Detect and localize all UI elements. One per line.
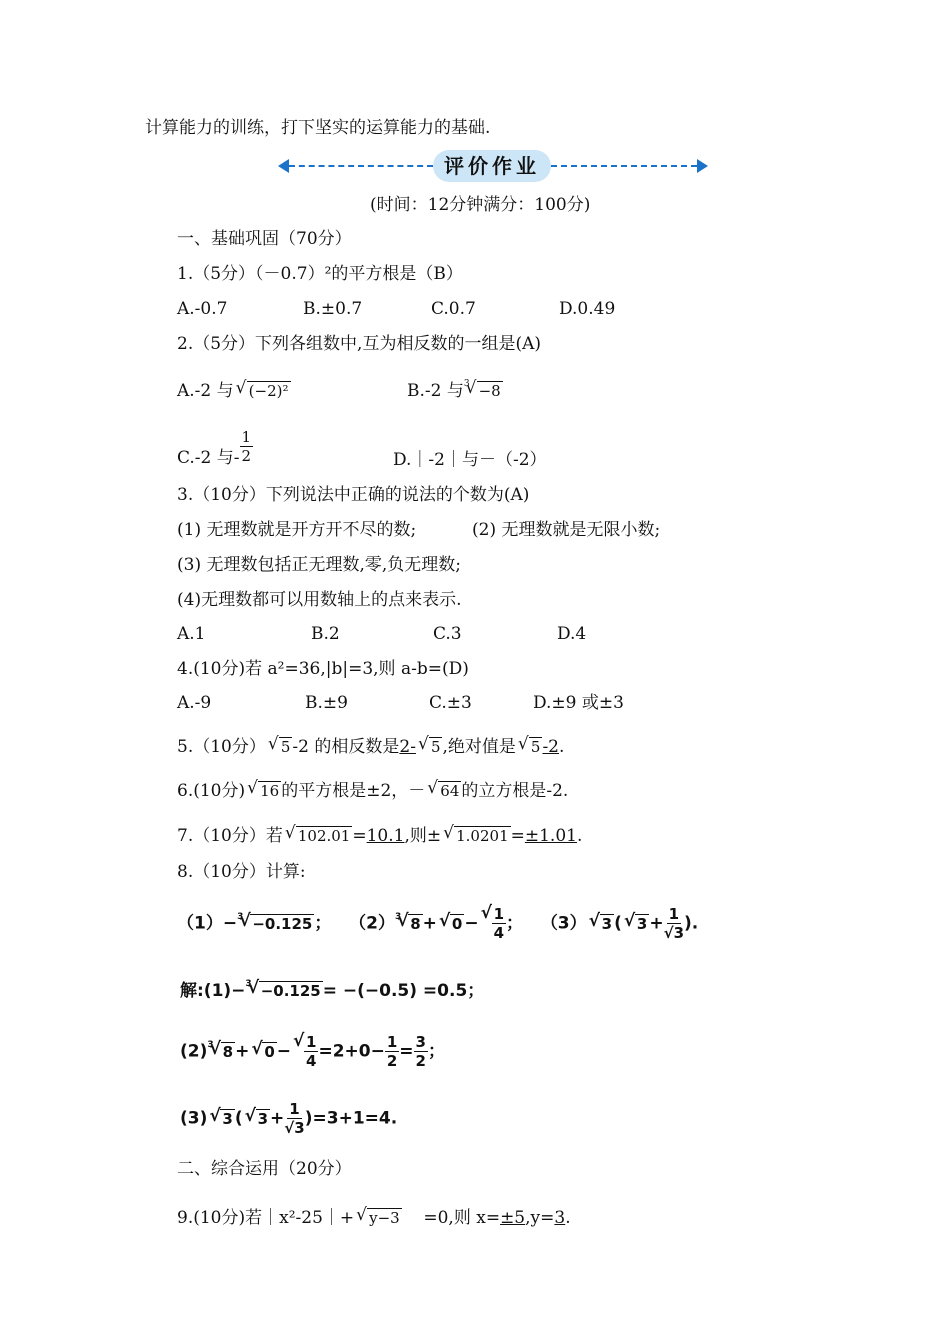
section2-title: 二、综合运用（20分） <box>177 1159 352 1179</box>
sol-1-rest: = −(−0.5) =0.5； <box>322 981 485 1001</box>
q2-option-a <box>177 380 291 402</box>
q1-options <box>177 298 615 320</box>
q6-end: 的立方根是-2. <box>461 781 569 801</box>
q8-p2-plus: + <box>422 913 437 934</box>
sol-1-radicand: −0.125 <box>260 982 321 1000</box>
q2-b-prefix: B.-2 与 <box>407 381 464 401</box>
q1-stem: 1.（5分）（－0.7）²的平方根是（B） <box>177 264 463 284</box>
q5-radical-3 <box>518 736 543 758</box>
q2-option-b <box>407 380 503 405</box>
q4-options <box>177 692 624 714</box>
q1-option-d: D.0.49 <box>559 299 616 319</box>
q7-eq2: = <box>510 826 525 846</box>
sol-2-mid: =2+0− <box>318 1041 385 1062</box>
sol-2-plus: + <box>235 1041 250 1062</box>
q8-p2-index: 3 <box>394 911 402 922</box>
sol-2-numerator-2: 1 <box>386 1033 398 1051</box>
q8-p2-numerator: √ 1 <box>493 905 505 923</box>
q8-p2-prefix: （2） <box>349 913 395 934</box>
sol-2-denominator-1: 4 <box>306 1052 317 1070</box>
q4-option-a: A.-9 <box>177 693 212 713</box>
q8-p2-radicand-1: 8 <box>410 914 421 933</box>
solution-3: (3)√ 3 (√ 3 + $\frac{1}{√3}$ )=3+1=4. <box>180 1100 397 1137</box>
q6 <box>177 780 568 802</box>
time-info: (时间：12分钟满分：100分) <box>370 195 591 215</box>
intro-text: 计算能力的训练，打下坚实的运算能力的基础. <box>145 118 491 138</box>
q9-answer-1: ±5 <box>500 1208 526 1228</box>
q5-mid2: ,绝对值是 <box>442 737 516 757</box>
sol-2-eq: = <box>399 1041 414 1062</box>
sol-2-radical-1 <box>210 1041 235 1063</box>
q8-p3-radical <box>589 913 614 935</box>
q6-radicand-2: 64 <box>440 782 460 800</box>
sol-1-radical <box>248 980 323 1002</box>
q8-p3-end: . <box>691 913 699 934</box>
sol-2-radicand-1: 8 <box>222 1042 234 1061</box>
sol-2-fraction-1 <box>304 1033 318 1070</box>
q5-radicand-3: 5 <box>530 738 541 756</box>
q6-prefix: 6.(10分) <box>177 781 246 801</box>
banner-dash-right <box>551 165 697 167</box>
sol-2-fraction-3 <box>414 1033 428 1070</box>
sol-2-numerator-1: √ 1 <box>306 1033 317 1051</box>
q9-prefix: 9.(10分)若｜x²-25｜+ <box>177 1208 355 1228</box>
q6-radical-2 <box>427 780 461 802</box>
sol-2-prefix: (2) <box>180 1041 208 1062</box>
q2-c-prefix: C.-2 与- <box>177 448 240 468</box>
q8-p2-radical-2 <box>439 913 464 935</box>
sol-3-plus: + <box>270 1108 285 1129</box>
sol-3-rest: =3+1=4. <box>312 1108 398 1129</box>
q3-statement-3: (3) 无理数包括正无理数,零,负无理数; <box>177 555 462 575</box>
section1-title: 一、基础巩固（70分） <box>177 229 352 249</box>
q2-c-denominator: 2 <box>241 447 252 465</box>
q6-radical-1 <box>247 780 281 802</box>
q2-a-radical <box>236 380 291 402</box>
q5 <box>177 736 564 758</box>
q8-p2-radical-1 <box>394 911 422 935</box>
q7 <box>177 825 582 847</box>
q6-radicand-1: 16 <box>260 782 280 800</box>
assessment-banner <box>278 150 708 182</box>
q3-option-a: A.1 <box>177 624 206 644</box>
q8-p3-denominator: √3 <box>663 924 685 942</box>
q8-p1-radical <box>239 913 314 935</box>
q8-p1-end: ； <box>314 913 332 934</box>
q6-mid: 的平方根是±2，－ <box>281 781 426 801</box>
solution-2 <box>180 1033 445 1070</box>
q2-option-d: D.｜-2｜与－（-2） <box>393 450 547 470</box>
q5-prefix: 5.（10分） <box>177 737 266 757</box>
q5-radicand-2: 5 <box>430 738 441 756</box>
q2-a-prefix: A.-2 与 <box>177 381 234 401</box>
q1-option-a: A.-0.7 <box>177 299 228 319</box>
q5-answer-1: 2- <box>399 737 416 757</box>
sol-3-radicand: 3 <box>222 1109 233 1128</box>
q7-mid: ,则± <box>404 826 442 846</box>
q2-option-c <box>177 428 253 477</box>
q9-radical <box>356 1207 402 1229</box>
q7-answer-1: 10.1 <box>366 826 405 846</box>
solution-1 <box>180 980 484 1005</box>
sol-2-radical-2 <box>251 1041 276 1063</box>
q8-p3-radicand: 3 <box>601 914 613 933</box>
q8-p2-fraction <box>492 905 506 942</box>
q3-statement-2: (2) 无理数就是无限小数; <box>472 520 661 540</box>
q4-stem: 4.(10分)若 a²=36,|b|=3,则 a-b=(D) <box>177 659 469 679</box>
q8-p2-end: ； <box>506 913 524 934</box>
sol-2-index: 3 <box>207 1039 214 1050</box>
q8-p2-minus: − <box>464 913 479 934</box>
q8-p3-prefix: （3） <box>540 913 587 934</box>
q3-statement-1: (1) 无理数就是开方开不尽的数; <box>177 520 417 540</box>
q7-radical-2 <box>443 825 511 847</box>
q8-p3-inner-radical <box>624 913 649 935</box>
q8-stem: 8.（10分）计算: <box>177 862 306 882</box>
q7-prefix: 7.（10分）若 <box>177 826 283 846</box>
sol-2-fraction-2 <box>385 1033 399 1070</box>
q9-end: . <box>565 1208 571 1228</box>
q9-mid: =0,则 x= <box>423 1208 501 1228</box>
q8-p2-denominator: 4 <box>493 924 505 942</box>
q5-end: . <box>559 737 565 757</box>
q4-option-b: B.±9 <box>305 693 348 713</box>
q9-radicand: y−3 <box>369 1209 400 1227</box>
q8-p1-index: 3 <box>237 911 244 922</box>
sol-1-prefix: 解:(1)− <box>180 981 246 1001</box>
q1-option-c: C.0.7 <box>431 299 476 319</box>
q2-b-radicand: −8 <box>478 382 501 400</box>
q9-answer-2: 3 <box>554 1208 566 1228</box>
sol-3-inner-radicand: 3 <box>257 1109 269 1128</box>
sol-2-denominator-2: 2 <box>386 1052 398 1070</box>
q2-b-index: 3 <box>463 379 470 389</box>
sol-3-denominator: √3 <box>284 1119 305 1137</box>
sol-2-radical-3 <box>293 1033 318 1070</box>
q3-option-d: D.4 <box>557 624 587 644</box>
q7-end: . <box>576 826 583 846</box>
q7-radicand-1: 102.01 <box>297 827 351 845</box>
sol-2-minus: − <box>276 1041 292 1062</box>
q3-options <box>177 623 586 645</box>
q7-radical-1 <box>285 825 353 847</box>
q8-p1-radicand: −0.125 <box>252 914 313 933</box>
sol-3-radical <box>209 1108 234 1130</box>
q9-sep: ,y= <box>525 1208 555 1228</box>
q3-option-b: B.2 <box>311 624 340 644</box>
sol-2-end: ； <box>427 1041 445 1062</box>
sol-3-numerator: 1 <box>289 1100 300 1118</box>
arrow-right-icon <box>697 159 708 173</box>
q7-radicand-2: 1.0201 <box>456 827 509 845</box>
banner-title: 评价作业 <box>433 150 551 182</box>
q2-a-radicand: (−2)² <box>248 382 289 400</box>
q8-problems: （1）−$^3$√ −0.125 ； $(2)^3√$ 8 +√ 0 − √ $\frac{1}{4}$ ； （3）√ 3 (√ 3 + $\frac{1}{√3}$ ). <box>177 905 698 942</box>
q4-option-c: C.±3 <box>429 693 472 713</box>
q8-p3-inner-radicand: 3 <box>636 914 648 933</box>
sol-3-inner-radical <box>245 1108 270 1130</box>
q1-option-b: B.±0.7 <box>303 299 363 319</box>
sol-1-index: 3 <box>245 979 252 989</box>
q5-radical-1 <box>268 736 293 758</box>
q8-p3-fraction <box>664 905 684 942</box>
q8-p2-radical-3 <box>481 905 506 942</box>
sol-2-denominator-3: 2 <box>415 1052 426 1070</box>
q3-statement-4: (4)无理数都可以用数轴上的点来表示. <box>177 590 462 610</box>
q3-option-c: C.3 <box>433 624 462 644</box>
q7-eq: = <box>352 826 367 846</box>
q2-b-radical <box>463 379 503 402</box>
q8-p2-radicand-2: 0 <box>451 914 463 933</box>
q7-answer-2: ±1.01 <box>524 826 577 846</box>
q5-answer-2: -2 <box>542 737 559 757</box>
q2-c-numerator: 1 <box>241 428 252 446</box>
sol-3-fraction <box>284 1100 304 1137</box>
q8-p3-numerator: 1 <box>668 905 679 923</box>
q8-p1-prefix: （1）− <box>177 913 238 934</box>
sol-2-numerator-3: 3 <box>415 1033 426 1051</box>
arrow-left-icon <box>278 159 289 173</box>
q5-radical-2 <box>418 736 443 758</box>
q3-stem: 3.（10分）下列说法中正确的说法的个数为(A) <box>177 485 530 505</box>
sol-2-radicand-2: 0 <box>264 1042 275 1061</box>
banner-dash-left <box>289 165 433 167</box>
q4-option-d: D.±9 或±3 <box>533 693 624 713</box>
q5-mid: -2 的相反数是 <box>292 737 400 757</box>
sol-3-prefix: (3) <box>180 1108 208 1129</box>
q5-radicand-1: 5 <box>280 738 291 756</box>
q8-p3-plus: + <box>649 913 664 934</box>
q9 <box>177 1207 571 1229</box>
q2-stem: 2.（5分）下列各组数中,互为相反数的一组是(A) <box>177 334 541 354</box>
q2-c-fraction <box>240 428 254 465</box>
